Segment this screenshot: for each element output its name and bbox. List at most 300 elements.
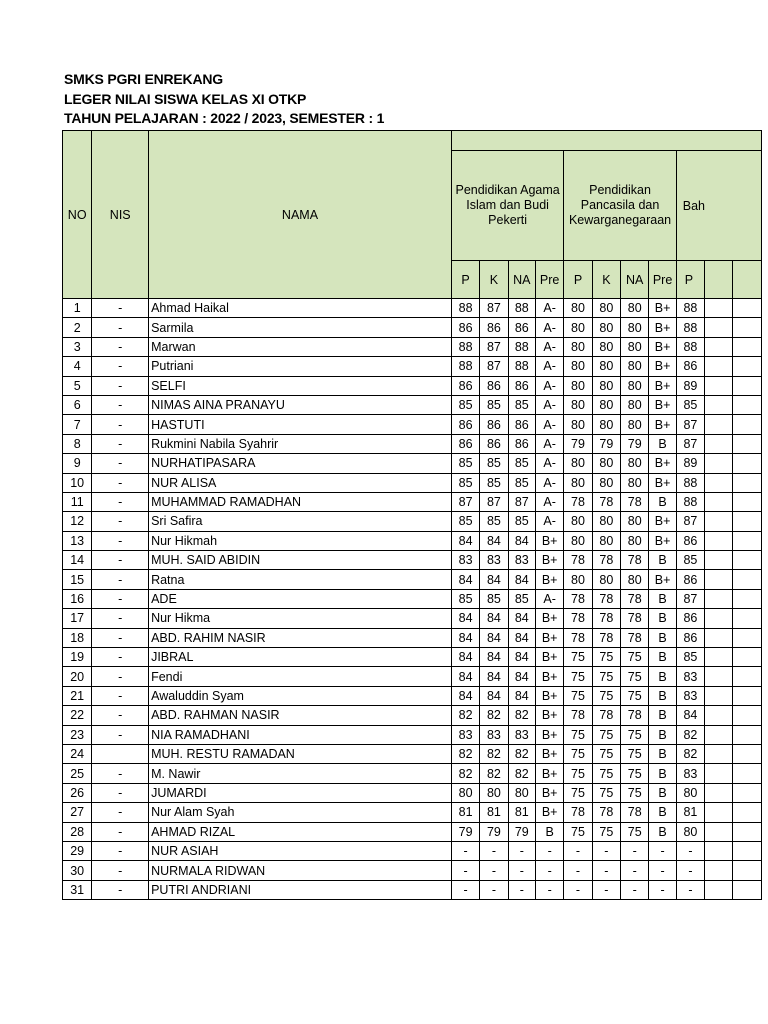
agama-pre-cell: A- bbox=[535, 299, 563, 318]
agama-k-cell: 85 bbox=[480, 473, 508, 492]
row-nama-cell: ABD. RAHMAN NASIR bbox=[149, 706, 452, 725]
table-row bbox=[63, 337, 762, 356]
table-row bbox=[63, 454, 762, 473]
row-no-cell: 4 bbox=[63, 357, 92, 376]
agama-na-cell: 85 bbox=[508, 589, 535, 608]
bahasa-p-cell: 83 bbox=[676, 667, 704, 686]
pkn-p-cell: 78 bbox=[564, 803, 592, 822]
empty-cell bbox=[733, 609, 762, 628]
empty-cell bbox=[733, 473, 762, 492]
table-row bbox=[63, 415, 762, 434]
agama-na-cell: 81 bbox=[508, 803, 535, 822]
row-nama-cell: SELFI bbox=[149, 376, 452, 395]
pkn-p-cell: 79 bbox=[564, 434, 592, 453]
empty-cell bbox=[705, 589, 733, 608]
empty-cell bbox=[705, 531, 733, 550]
row-no-cell: 9 bbox=[63, 454, 92, 473]
pkn-na-cell: 80 bbox=[621, 570, 649, 589]
empty-cell bbox=[705, 415, 733, 434]
pkn-p-cell: - bbox=[564, 841, 592, 860]
pkn-p-cell: 78 bbox=[564, 706, 592, 725]
pkn-k-cell: 80 bbox=[592, 454, 620, 473]
pkn-pre-cell: B+ bbox=[649, 357, 676, 376]
agama-pre-cell: B+ bbox=[535, 744, 563, 763]
pkn-pre-cell: B bbox=[649, 667, 676, 686]
pkn-pre-cell: - bbox=[649, 880, 676, 899]
header-nis: NIS bbox=[92, 131, 149, 299]
row-nis-cell: - bbox=[92, 551, 149, 570]
agama-na-cell: 85 bbox=[508, 395, 535, 414]
pkn-p-cell: 78 bbox=[564, 551, 592, 570]
row-no-cell: 7 bbox=[63, 415, 92, 434]
pkn-na-cell: 75 bbox=[621, 725, 649, 744]
agama-na-cell: 84 bbox=[508, 648, 535, 667]
row-nis-cell: - bbox=[92, 318, 149, 337]
pkn-k-cell: - bbox=[592, 841, 620, 860]
row-nis-cell: - bbox=[92, 376, 149, 395]
table-row bbox=[63, 706, 762, 725]
pkn-na-cell: 75 bbox=[621, 764, 649, 783]
agama-na-cell: 84 bbox=[508, 609, 535, 628]
row-nama-cell: AHMAD RIZAL bbox=[149, 822, 452, 841]
pkn-k-cell: 80 bbox=[592, 357, 620, 376]
agama-p-cell: 83 bbox=[451, 551, 479, 570]
pkn-p-cell: - bbox=[564, 861, 592, 880]
pkn-pre-cell: B+ bbox=[649, 395, 676, 414]
row-nama-cell: Putriani bbox=[149, 357, 452, 376]
pkn-pre-cell: B bbox=[649, 492, 676, 511]
empty-cell bbox=[733, 764, 762, 783]
empty-cell bbox=[733, 434, 762, 453]
agama-p-cell: 86 bbox=[451, 415, 479, 434]
bahasa-p-cell: 87 bbox=[676, 415, 704, 434]
empty-cell bbox=[705, 318, 733, 337]
pkn-pre-cell: B bbox=[649, 628, 676, 647]
subheader-p: P bbox=[676, 261, 704, 299]
pkn-k-cell: 80 bbox=[592, 570, 620, 589]
agama-na-cell: 84 bbox=[508, 628, 535, 647]
pkn-p-cell: 78 bbox=[564, 609, 592, 628]
pkn-k-cell: 80 bbox=[592, 473, 620, 492]
table-row bbox=[63, 473, 762, 492]
agama-k-cell: 87 bbox=[480, 492, 508, 511]
table-row bbox=[63, 686, 762, 705]
agama-pre-cell: A- bbox=[535, 415, 563, 434]
pkn-p-cell: 78 bbox=[564, 628, 592, 647]
agama-na-cell: 84 bbox=[508, 667, 535, 686]
empty-cell bbox=[705, 454, 733, 473]
empty-cell bbox=[733, 531, 762, 550]
bahasa-p-cell: 88 bbox=[676, 337, 704, 356]
pkn-p-cell: 75 bbox=[564, 648, 592, 667]
row-no-cell: 8 bbox=[63, 434, 92, 453]
pkn-na-cell: 75 bbox=[621, 822, 649, 841]
table-row bbox=[63, 744, 762, 763]
pkn-pre-cell: B bbox=[649, 783, 676, 802]
empty-cell bbox=[705, 570, 733, 589]
agama-pre-cell: B+ bbox=[535, 628, 563, 647]
agama-pre-cell: A- bbox=[535, 337, 563, 356]
row-no-cell: 2 bbox=[63, 318, 92, 337]
pkn-p-cell: 75 bbox=[564, 822, 592, 841]
agama-k-cell: 86 bbox=[480, 434, 508, 453]
pkn-pre-cell: B bbox=[649, 706, 676, 725]
empty-cell bbox=[733, 706, 762, 725]
pkn-pre-cell: B bbox=[649, 589, 676, 608]
pkn-pre-cell: B+ bbox=[649, 415, 676, 434]
empty-cell bbox=[705, 880, 733, 899]
bahasa-p-cell: 83 bbox=[676, 764, 704, 783]
bahasa-p-cell: 86 bbox=[676, 357, 704, 376]
agama-p-cell: 88 bbox=[451, 357, 479, 376]
bahasa-p-cell: 85 bbox=[676, 648, 704, 667]
pkn-na-cell: 80 bbox=[621, 454, 649, 473]
agama-pre-cell: B+ bbox=[535, 551, 563, 570]
agama-k-cell: 84 bbox=[480, 686, 508, 705]
report-title: LEGER NILAI SISWA KELAS XI OTKP bbox=[64, 90, 307, 107]
empty-cell bbox=[705, 337, 733, 356]
agama-na-cell: 83 bbox=[508, 551, 535, 570]
agama-k-cell: 80 bbox=[480, 783, 508, 802]
pkn-p-cell: 80 bbox=[564, 357, 592, 376]
row-no-cell: 1 bbox=[63, 299, 92, 318]
row-nis-cell: - bbox=[92, 337, 149, 356]
pkn-p-cell: 75 bbox=[564, 783, 592, 802]
pkn-pre-cell: B bbox=[649, 725, 676, 744]
row-nama-cell: Ratna bbox=[149, 570, 452, 589]
empty-cell bbox=[705, 376, 733, 395]
pkn-p-cell: 80 bbox=[564, 531, 592, 550]
agama-na-cell: - bbox=[508, 861, 535, 880]
row-nis-cell: - bbox=[92, 415, 149, 434]
row-nama-cell: NIA RAMADHANI bbox=[149, 725, 452, 744]
bahasa-p-cell: 82 bbox=[676, 725, 704, 744]
pkn-p-cell: 80 bbox=[564, 473, 592, 492]
agama-p-cell: - bbox=[451, 880, 479, 899]
agama-k-cell: 82 bbox=[480, 764, 508, 783]
agama-p-cell: 85 bbox=[451, 473, 479, 492]
pkn-k-cell: 78 bbox=[592, 589, 620, 608]
report-header bbox=[64, 70, 384, 129]
table-row bbox=[63, 725, 762, 744]
pkn-p-cell: 75 bbox=[564, 725, 592, 744]
agama-k-cell: - bbox=[480, 841, 508, 860]
row-nis-cell: - bbox=[92, 473, 149, 492]
row-nama-cell: ADE bbox=[149, 589, 452, 608]
agama-pre-cell: - bbox=[535, 880, 563, 899]
bahasa-p-cell: 87 bbox=[676, 512, 704, 531]
row-nis-cell: - bbox=[92, 628, 149, 647]
header-subject-group bbox=[451, 131, 761, 151]
agama-k-cell: - bbox=[480, 861, 508, 880]
pkn-pre-cell: B+ bbox=[649, 318, 676, 337]
agama-pre-cell: B+ bbox=[535, 803, 563, 822]
table-row bbox=[63, 551, 762, 570]
pkn-k-cell: 75 bbox=[592, 822, 620, 841]
empty-cell bbox=[733, 337, 762, 356]
agama-p-cell: 82 bbox=[451, 744, 479, 763]
pkn-pre-cell: B bbox=[649, 551, 676, 570]
agama-k-cell: 84 bbox=[480, 628, 508, 647]
school-name: SMKS PGRI ENREKANG bbox=[64, 71, 223, 87]
row-nis-cell: - bbox=[92, 861, 149, 880]
agama-p-cell: 85 bbox=[451, 589, 479, 608]
pkn-na-cell: 78 bbox=[621, 551, 649, 570]
empty-cell bbox=[733, 648, 762, 667]
pkn-p-cell: 75 bbox=[564, 764, 592, 783]
row-nis-cell: - bbox=[92, 686, 149, 705]
row-no-cell: 16 bbox=[63, 589, 92, 608]
row-nama-cell: Ahmad Haikal bbox=[149, 299, 452, 318]
agama-k-cell: 83 bbox=[480, 551, 508, 570]
agama-k-cell: 86 bbox=[480, 318, 508, 337]
empty-cell bbox=[733, 803, 762, 822]
agama-na-cell: 86 bbox=[508, 415, 535, 434]
agama-pre-cell: A- bbox=[535, 395, 563, 414]
row-nis-cell: - bbox=[92, 706, 149, 725]
pkn-k-cell: 80 bbox=[592, 531, 620, 550]
subheader-p: P bbox=[564, 261, 592, 299]
bahasa-p-cell: 85 bbox=[676, 551, 704, 570]
header-no: NO bbox=[63, 131, 92, 299]
table-row bbox=[63, 531, 762, 550]
row-no-cell: 13 bbox=[63, 531, 92, 550]
pkn-k-cell: - bbox=[592, 861, 620, 880]
agama-k-cell: 79 bbox=[480, 822, 508, 841]
pkn-k-cell: 79 bbox=[592, 434, 620, 453]
pkn-pre-cell: B+ bbox=[649, 570, 676, 589]
empty-cell bbox=[733, 628, 762, 647]
empty-cell bbox=[733, 376, 762, 395]
pkn-na-cell: 78 bbox=[621, 492, 649, 511]
agama-na-cell: 82 bbox=[508, 764, 535, 783]
row-nis-cell: - bbox=[92, 667, 149, 686]
agama-k-cell: 85 bbox=[480, 454, 508, 473]
row-nama-cell: Marwan bbox=[149, 337, 452, 356]
row-no-cell: 6 bbox=[63, 395, 92, 414]
bahasa-p-cell: 80 bbox=[676, 822, 704, 841]
pkn-k-cell: 75 bbox=[592, 783, 620, 802]
pkn-p-cell: 80 bbox=[564, 570, 592, 589]
pkn-k-cell: 80 bbox=[592, 318, 620, 337]
subheader-blank bbox=[733, 261, 762, 299]
pkn-na-cell: 79 bbox=[621, 434, 649, 453]
agama-p-cell: 84 bbox=[451, 531, 479, 550]
row-no-cell: 25 bbox=[63, 764, 92, 783]
row-nama-cell: NURMALA RIDWAN bbox=[149, 861, 452, 880]
agama-p-cell: 86 bbox=[451, 318, 479, 337]
row-no-cell: 14 bbox=[63, 551, 92, 570]
agama-k-cell: 84 bbox=[480, 531, 508, 550]
pkn-na-cell: 75 bbox=[621, 783, 649, 802]
pkn-k-cell: 75 bbox=[592, 667, 620, 686]
row-nama-cell: HASTUTI bbox=[149, 415, 452, 434]
agama-p-cell: 85 bbox=[451, 512, 479, 531]
pkn-na-cell: 80 bbox=[621, 531, 649, 550]
agama-pre-cell: B+ bbox=[535, 667, 563, 686]
pkn-k-cell: 80 bbox=[592, 299, 620, 318]
pkn-pre-cell: B+ bbox=[649, 299, 676, 318]
row-no-cell: 21 bbox=[63, 686, 92, 705]
pkn-p-cell: 80 bbox=[564, 415, 592, 434]
pkn-p-cell: 78 bbox=[564, 492, 592, 511]
table-row bbox=[63, 783, 762, 802]
agama-p-cell: 85 bbox=[451, 454, 479, 473]
pkn-na-cell: - bbox=[621, 861, 649, 880]
row-no-cell: 17 bbox=[63, 609, 92, 628]
agama-p-cell: - bbox=[451, 841, 479, 860]
empty-cell bbox=[705, 299, 733, 318]
agama-pre-cell: B+ bbox=[535, 570, 563, 589]
row-nis-cell: - bbox=[92, 570, 149, 589]
agama-p-cell: 84 bbox=[451, 686, 479, 705]
row-nama-cell: PUTRI ANDRIANI bbox=[149, 880, 452, 899]
table-row bbox=[63, 861, 762, 880]
row-nama-cell: Nur Alam Syah bbox=[149, 803, 452, 822]
row-nama-cell: NURHATIPASARA bbox=[149, 454, 452, 473]
subheader-k: K bbox=[592, 261, 620, 299]
table-row bbox=[63, 570, 762, 589]
agama-p-cell: 84 bbox=[451, 609, 479, 628]
agama-pre-cell: B+ bbox=[535, 686, 563, 705]
empty-cell bbox=[705, 395, 733, 414]
pkn-pre-cell: B bbox=[649, 434, 676, 453]
agama-na-cell: 82 bbox=[508, 706, 535, 725]
agama-na-cell: 85 bbox=[508, 454, 535, 473]
agama-k-cell: 84 bbox=[480, 648, 508, 667]
pkn-na-cell: 75 bbox=[621, 744, 649, 763]
table-row bbox=[63, 609, 762, 628]
agama-p-cell: 87 bbox=[451, 492, 479, 511]
agama-p-cell: 82 bbox=[451, 764, 479, 783]
agama-k-cell: 86 bbox=[480, 415, 508, 434]
row-no-cell: 24 bbox=[63, 744, 92, 763]
pkn-p-cell: 80 bbox=[564, 299, 592, 318]
table-row bbox=[63, 395, 762, 414]
pkn-na-cell: 78 bbox=[621, 706, 649, 725]
row-nis-cell: - bbox=[92, 454, 149, 473]
pkn-k-cell: 78 bbox=[592, 492, 620, 511]
pkn-na-cell: 80 bbox=[621, 473, 649, 492]
row-nama-cell: M. Nawir bbox=[149, 764, 452, 783]
empty-cell bbox=[733, 686, 762, 705]
row-nis-cell: - bbox=[92, 880, 149, 899]
header-subject-pkn: Pendidikan Pancasila dan Kewarganegaraan bbox=[564, 151, 676, 261]
pkn-na-cell: 80 bbox=[621, 376, 649, 395]
agama-na-cell: 88 bbox=[508, 337, 535, 356]
row-nama-cell: Nur Hikmah bbox=[149, 531, 452, 550]
agama-pre-cell: - bbox=[535, 861, 563, 880]
subheader-pre: Pre bbox=[649, 261, 676, 299]
empty-cell bbox=[733, 318, 762, 337]
pkn-na-cell: 80 bbox=[621, 395, 649, 414]
agama-k-cell: 85 bbox=[480, 512, 508, 531]
bahasa-p-cell: 84 bbox=[676, 706, 704, 725]
pkn-pre-cell: B+ bbox=[649, 337, 676, 356]
row-nama-cell: Nur Hikma bbox=[149, 609, 452, 628]
agama-p-cell: 82 bbox=[451, 706, 479, 725]
row-nama-cell: JUMARDI bbox=[149, 783, 452, 802]
agama-na-cell: 84 bbox=[508, 531, 535, 550]
table-row bbox=[63, 628, 762, 647]
pkn-k-cell: 80 bbox=[592, 395, 620, 414]
row-no-cell: 27 bbox=[63, 803, 92, 822]
empty-cell bbox=[705, 706, 733, 725]
empty-cell bbox=[733, 589, 762, 608]
row-no-cell: 26 bbox=[63, 783, 92, 802]
agama-p-cell: 86 bbox=[451, 376, 479, 395]
row-no-cell: 10 bbox=[63, 473, 92, 492]
empty-cell bbox=[705, 628, 733, 647]
empty-cell bbox=[733, 667, 762, 686]
pkn-pre-cell: B bbox=[649, 764, 676, 783]
pkn-pre-cell: B+ bbox=[649, 473, 676, 492]
pkn-na-cell: 75 bbox=[621, 648, 649, 667]
agama-p-cell: 81 bbox=[451, 803, 479, 822]
empty-cell bbox=[733, 861, 762, 880]
pkn-p-cell: 75 bbox=[564, 686, 592, 705]
pkn-pre-cell: B bbox=[649, 648, 676, 667]
empty-cell bbox=[705, 783, 733, 802]
agama-pre-cell: B bbox=[535, 822, 563, 841]
bahasa-p-cell: 81 bbox=[676, 803, 704, 822]
table-row bbox=[63, 880, 762, 899]
bahasa-p-cell: 86 bbox=[676, 570, 704, 589]
agama-k-cell: 81 bbox=[480, 803, 508, 822]
row-nis-cell: - bbox=[92, 299, 149, 318]
table-row bbox=[63, 803, 762, 822]
table-row bbox=[63, 841, 762, 860]
pkn-p-cell: 80 bbox=[564, 376, 592, 395]
row-nis-cell: - bbox=[92, 764, 149, 783]
bahasa-p-cell: 82 bbox=[676, 744, 704, 763]
agama-k-cell: 84 bbox=[480, 570, 508, 589]
agama-k-cell: 82 bbox=[480, 706, 508, 725]
pkn-pre-cell: - bbox=[649, 861, 676, 880]
bahasa-p-cell: 87 bbox=[676, 434, 704, 453]
row-nis-cell: - bbox=[92, 357, 149, 376]
empty-cell bbox=[733, 551, 762, 570]
row-no-cell: 3 bbox=[63, 337, 92, 356]
pkn-k-cell: 78 bbox=[592, 551, 620, 570]
pkn-na-cell: 75 bbox=[621, 686, 649, 705]
agama-pre-cell: B+ bbox=[535, 783, 563, 802]
empty-cell bbox=[733, 570, 762, 589]
agama-p-cell: 83 bbox=[451, 725, 479, 744]
pkn-k-cell: 75 bbox=[592, 764, 620, 783]
pkn-na-cell: 80 bbox=[621, 337, 649, 356]
bahasa-p-cell: - bbox=[676, 880, 704, 899]
agama-p-cell: 80 bbox=[451, 783, 479, 802]
agama-na-cell: 80 bbox=[508, 783, 535, 802]
pkn-na-cell: 78 bbox=[621, 628, 649, 647]
table-row bbox=[63, 492, 762, 511]
row-no-cell: 23 bbox=[63, 725, 92, 744]
agama-k-cell: 82 bbox=[480, 744, 508, 763]
agama-pre-cell: B+ bbox=[535, 706, 563, 725]
agama-p-cell: 88 bbox=[451, 299, 479, 318]
row-nis-cell: - bbox=[92, 648, 149, 667]
agama-pre-cell: A- bbox=[535, 512, 563, 531]
agama-p-cell: 85 bbox=[451, 395, 479, 414]
subheader-pre: Pre bbox=[535, 261, 563, 299]
empty-cell bbox=[705, 648, 733, 667]
empty-cell bbox=[705, 434, 733, 453]
empty-cell bbox=[705, 803, 733, 822]
empty-cell bbox=[705, 667, 733, 686]
pkn-p-cell: 75 bbox=[564, 744, 592, 763]
row-nama-cell: Rukmini Nabila Syahrir bbox=[149, 434, 452, 453]
